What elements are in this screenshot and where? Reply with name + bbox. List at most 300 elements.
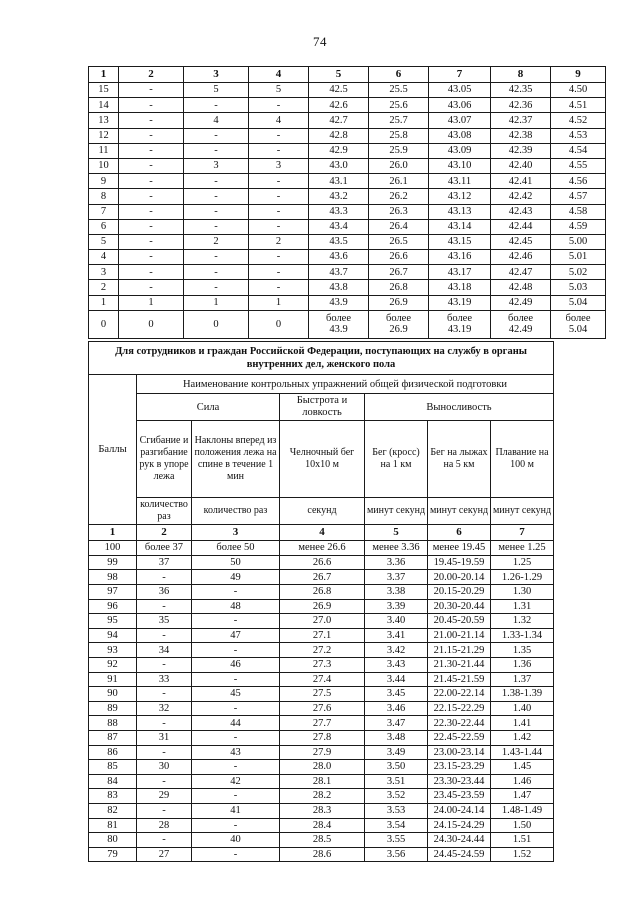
exercise-value-7: 1.38-1.39 <box>491 687 554 702</box>
table-row <box>89 672 554 687</box>
exercise-value-9: 5.02 <box>551 265 606 280</box>
exercise-value-8: 42.47 <box>491 265 551 280</box>
exercise-value-6: 22.15-22.29 <box>428 701 491 716</box>
table-row <box>89 280 606 295</box>
exercise-value-3: 46 <box>192 658 280 673</box>
exercise-value-7: 1.26-1.29 <box>491 570 554 585</box>
exercise-value-7: 1.51 <box>491 833 554 848</box>
exercise-value-8: 42.39 <box>491 143 551 158</box>
exercise-value-8: 42.37 <box>491 113 551 128</box>
exercise-value-3: 1 <box>184 295 249 310</box>
score-value: 8 <box>89 189 119 204</box>
column-number-2: 2 <box>119 67 184 83</box>
exercise-value-2: - <box>119 128 184 143</box>
exercise-value-8: 42.35 <box>491 83 551 98</box>
score-value: 12 <box>89 128 119 143</box>
exercise-value-2: 1 <box>119 295 184 310</box>
table-title: Для сотрудников и граждан Российской Федерации, поступающих на службу в органы внутренних дел, женского пола <box>89 342 554 375</box>
exercise-value-3: 2 <box>184 234 249 249</box>
exercise-value-6: 26.3 <box>369 204 429 219</box>
table-row <box>89 204 606 219</box>
exercise-value-8: 42.45 <box>491 234 551 249</box>
exercise-value-3: - <box>184 143 249 158</box>
table-row <box>89 658 554 673</box>
exercise-value-5: 43.7 <box>309 265 369 280</box>
exercise-value-5: 43.6 <box>309 250 369 265</box>
score-value: 14 <box>89 98 119 113</box>
exercise-value-2: 34 <box>137 643 192 658</box>
table-units-row <box>89 498 554 525</box>
exercise-value-2: - <box>137 833 192 848</box>
exercise-value-2: - <box>119 113 184 128</box>
exercise-value-3: - <box>192 701 280 716</box>
exercise-value-6: 26.8 <box>369 280 429 295</box>
units-header-1: количество раз <box>137 498 192 525</box>
exercise-value-2: 27 <box>137 847 192 862</box>
exercise-value-4: - <box>249 174 309 189</box>
exercise-value-6: 23.30-23.44 <box>428 774 491 789</box>
column-number-3: 3 <box>184 67 249 83</box>
exercise-value-6: 25.6 <box>369 98 429 113</box>
exercise-value-7: 1.47 <box>491 789 554 804</box>
exercise-value-7: 1.35 <box>491 643 554 658</box>
table-row <box>89 760 554 775</box>
score-value: 98 <box>89 570 137 585</box>
units-header-4: минут секунд <box>365 498 428 525</box>
category-speed-agility: Быстрота и ловкость <box>280 394 365 421</box>
exercise-value-5: 3.46 <box>365 701 428 716</box>
exercise-value-4: 27.0 <box>280 614 365 629</box>
exercise-value-5: 42.8 <box>309 128 369 143</box>
exercise-value-9: 4.57 <box>551 189 606 204</box>
exercise-value-5: 42.7 <box>309 113 369 128</box>
column-number-5: 5 <box>309 67 369 83</box>
score-value: 91 <box>89 672 137 687</box>
exercise-value-5: 3.41 <box>365 628 428 643</box>
table-row <box>89 614 554 629</box>
exercise-value-4: - <box>249 143 309 158</box>
exercise-value-4: - <box>249 219 309 234</box>
score-value: 90 <box>89 687 137 702</box>
column-number-1: 1 <box>89 525 137 541</box>
exercise-value-7: 43.12 <box>429 189 491 204</box>
score-value: 4 <box>89 250 119 265</box>
score-value: 89 <box>89 701 137 716</box>
exercise-value-2: - <box>119 265 184 280</box>
table-row <box>89 128 606 143</box>
exercise-value-6: более 26.9 <box>369 310 429 338</box>
exercise-value-5: 3.36 <box>365 555 428 570</box>
exercise-value-7: 1.37 <box>491 672 554 687</box>
exercise-value-2: 29 <box>137 789 192 804</box>
exercise-value-2: - <box>137 687 192 702</box>
exercise-header-1: Сгибание и разгибание рук в упоре лежа <box>137 421 192 498</box>
exercise-value-6: 24.45-24.59 <box>428 847 491 862</box>
exercise-value-6: 21.15-21.29 <box>428 643 491 658</box>
column-number-3: 3 <box>192 525 280 541</box>
table-row <box>89 643 554 658</box>
exercise-header-4: Бег (кросс) на 1 км <box>365 421 428 498</box>
table-row <box>89 83 606 98</box>
exercise-value-6: 22.30-22.44 <box>428 716 491 731</box>
exercise-value-5: 43.4 <box>309 219 369 234</box>
exercise-value-3: 47 <box>192 628 280 643</box>
exercise-value-7: более 43.19 <box>429 310 491 338</box>
exercise-value-4: 27.1 <box>280 628 365 643</box>
score-value: 15 <box>89 83 119 98</box>
table-row <box>89 143 606 158</box>
units-header-3: секунд <box>280 498 365 525</box>
exercise-value-2: - <box>119 250 184 265</box>
exercise-value-4: 5 <box>249 83 309 98</box>
table-row <box>89 113 606 128</box>
score-value: 82 <box>89 803 137 818</box>
exercise-value-5: 43.9 <box>309 295 369 310</box>
exercise-value-7: 1.30 <box>491 585 554 600</box>
exercise-value-6: 26.6 <box>369 250 429 265</box>
exercise-value-2: 36 <box>137 585 192 600</box>
exercise-value-5: 3.44 <box>365 672 428 687</box>
score-value: 84 <box>89 774 137 789</box>
exercise-value-8: 42.40 <box>491 158 551 173</box>
exercise-value-3: - <box>184 98 249 113</box>
exercise-value-8: 42.49 <box>491 295 551 310</box>
exercise-value-3: 43 <box>192 745 280 760</box>
exercise-value-4: 28.3 <box>280 803 365 818</box>
exercise-value-9: 4.56 <box>551 174 606 189</box>
exercise-value-6: 23.45-23.59 <box>428 789 491 804</box>
exercise-header-3: Челночный бег 10х10 м <box>280 421 365 498</box>
exercise-value-8: 42.46 <box>491 250 551 265</box>
exercise-value-8: 42.44 <box>491 219 551 234</box>
score-value: 94 <box>89 628 137 643</box>
exercise-value-6: 24.00-24.14 <box>428 803 491 818</box>
exercise-value-7: 1.33-1.34 <box>491 628 554 643</box>
table-row <box>89 789 554 804</box>
exercise-value-3: - <box>192 789 280 804</box>
exercise-value-4: - <box>249 128 309 143</box>
exercise-value-6: 19.45-19.59 <box>428 555 491 570</box>
exercise-value-2: 31 <box>137 730 192 745</box>
exercise-value-6: 25.5 <box>369 83 429 98</box>
exercise-value-5: 3.38 <box>365 585 428 600</box>
exercise-value-5: 3.55 <box>365 833 428 848</box>
table-exercise-row <box>89 421 554 498</box>
exercise-value-3: - <box>192 614 280 629</box>
score-value: 3 <box>89 265 119 280</box>
exercise-value-9: 5.01 <box>551 250 606 265</box>
exercise-value-2: - <box>119 158 184 173</box>
table-row <box>89 295 606 310</box>
exercise-value-4: - <box>249 189 309 204</box>
table-column-number-row <box>89 525 554 541</box>
exercise-value-9: более 5.04 <box>551 310 606 338</box>
exercise-value-5: 3.54 <box>365 818 428 833</box>
exercise-value-3: 44 <box>192 716 280 731</box>
exercise-value-7: 1.41 <box>491 716 554 731</box>
exercise-value-3: - <box>184 128 249 143</box>
exercise-value-2: - <box>119 98 184 113</box>
exercise-value-5: 43.2 <box>309 189 369 204</box>
exercise-value-3: 41 <box>192 803 280 818</box>
exercise-value-2: - <box>137 599 192 614</box>
exercise-value-6: 22.00-22.14 <box>428 687 491 702</box>
table-group-title-row <box>89 375 554 394</box>
table-row <box>89 833 554 848</box>
exercise-value-7: 1.36 <box>491 658 554 673</box>
scoring-table-lower <box>88 341 554 862</box>
exercise-value-2: 32 <box>137 701 192 716</box>
exercise-value-6: 26.7 <box>369 265 429 280</box>
exercise-value-3: - <box>192 730 280 745</box>
table-column-number-row <box>89 67 606 83</box>
table-row <box>89 570 554 585</box>
exercise-value-4: 27.2 <box>280 643 365 658</box>
exercise-value-5: 42.5 <box>309 83 369 98</box>
exercise-value-6: 23.15-23.29 <box>428 760 491 775</box>
exercise-header-5: Бег на лыжах на 5 км <box>428 421 491 498</box>
exercise-value-5: 42.6 <box>309 98 369 113</box>
table-row <box>89 219 606 234</box>
exercise-value-3: 5 <box>184 83 249 98</box>
exercise-value-3: - <box>192 847 280 862</box>
table-row <box>89 599 554 614</box>
exercise-value-6: 26.5 <box>369 234 429 249</box>
table-row <box>89 265 606 280</box>
score-value: 0 <box>89 310 119 338</box>
exercise-value-6: 22.45-22.59 <box>428 730 491 745</box>
score-value: 96 <box>89 599 137 614</box>
exercise-value-7: 1.31 <box>491 599 554 614</box>
table-category-row <box>89 394 554 421</box>
exercise-value-9: 4.55 <box>551 158 606 173</box>
exercise-value-9: 4.58 <box>551 204 606 219</box>
scoring-table-upper <box>88 66 606 339</box>
table-title-row <box>89 342 554 375</box>
exercise-value-4: 27.7 <box>280 716 365 731</box>
exercise-value-3: - <box>184 250 249 265</box>
exercise-value-6: 21.00-21.14 <box>428 628 491 643</box>
exercise-value-5: 43.5 <box>309 234 369 249</box>
exercise-value-8: 42.36 <box>491 98 551 113</box>
exercise-value-2: - <box>137 658 192 673</box>
exercise-value-2: - <box>119 189 184 204</box>
exercise-value-9: 4.54 <box>551 143 606 158</box>
exercise-value-3: - <box>192 585 280 600</box>
exercise-value-7: 1.50 <box>491 818 554 833</box>
exercise-value-6: 26.4 <box>369 219 429 234</box>
exercise-value-4: 27.9 <box>280 745 365 760</box>
exercise-value-4: 28.6 <box>280 847 365 862</box>
table-row <box>89 158 606 173</box>
units-header-2: количество раз <box>192 498 280 525</box>
score-value: 2 <box>89 280 119 295</box>
exercise-value-4: 27.5 <box>280 687 365 702</box>
score-value: 86 <box>89 745 137 760</box>
exercise-value-3: - <box>184 265 249 280</box>
table-row <box>89 310 606 338</box>
exercise-value-2: 28 <box>137 818 192 833</box>
exercise-value-2: более 37 <box>137 541 192 556</box>
exercise-value-9: 5.04 <box>551 295 606 310</box>
score-value: 80 <box>89 833 137 848</box>
exercise-value-7: 43.13 <box>429 204 491 219</box>
exercise-value-7: 1.42 <box>491 730 554 745</box>
exercise-value-5: 3.39 <box>365 599 428 614</box>
exercise-value-9: 5.03 <box>551 280 606 295</box>
exercise-value-2: 0 <box>119 310 184 338</box>
exercise-value-5: 3.56 <box>365 847 428 862</box>
exercise-value-6: 24.15-24.29 <box>428 818 491 833</box>
exercise-value-2: - <box>119 143 184 158</box>
exercise-value-3: 49 <box>192 570 280 585</box>
exercise-value-3: 48 <box>192 599 280 614</box>
table-row <box>89 687 554 702</box>
exercise-value-2: - <box>137 774 192 789</box>
units-header-6: минут секунд <box>491 498 554 525</box>
category-strength: Сила <box>137 394 280 421</box>
column-number-6: 6 <box>369 67 429 83</box>
exercise-value-3: более 50 <box>192 541 280 556</box>
exercises-group-header: Наименование контрольных упражнений общей физической подготовки <box>137 375 554 394</box>
exercise-value-5: 3.37 <box>365 570 428 585</box>
exercise-value-7: 43.07 <box>429 113 491 128</box>
exercise-value-6: 20.15-20.29 <box>428 585 491 600</box>
score-value: 79 <box>89 847 137 862</box>
exercise-value-4: 26.9 <box>280 599 365 614</box>
score-value: 97 <box>89 585 137 600</box>
exercise-value-4: 4 <box>249 113 309 128</box>
exercise-value-3: - <box>192 760 280 775</box>
exercise-value-7: 43.14 <box>429 219 491 234</box>
column-number-1: 1 <box>89 67 119 83</box>
exercise-value-6: 26.1 <box>369 174 429 189</box>
exercise-value-5: 43.3 <box>309 204 369 219</box>
table-row <box>89 803 554 818</box>
score-value: 9 <box>89 174 119 189</box>
exercise-value-5: 42.9 <box>309 143 369 158</box>
exercise-value-6: 26.0 <box>369 158 429 173</box>
exercise-value-4: 3 <box>249 158 309 173</box>
exercise-value-2: - <box>137 570 192 585</box>
table-row <box>89 174 606 189</box>
exercise-value-7: 1.52 <box>491 847 554 862</box>
exercise-value-4: 27.4 <box>280 672 365 687</box>
units-header-5: минут секунд <box>428 498 491 525</box>
exercise-value-7: 43.11 <box>429 174 491 189</box>
table-row <box>89 98 606 113</box>
score-value: 99 <box>89 555 137 570</box>
column-number-7: 7 <box>429 67 491 83</box>
exercise-value-5: 3.53 <box>365 803 428 818</box>
score-value: 92 <box>89 658 137 673</box>
exercise-value-7: 1.40 <box>491 701 554 716</box>
exercise-value-8: более 42.49 <box>491 310 551 338</box>
exercise-value-3: - <box>184 174 249 189</box>
exercise-value-4: - <box>249 280 309 295</box>
exercise-value-7: 43.19 <box>429 295 491 310</box>
exercise-value-3: - <box>184 280 249 295</box>
table-row <box>89 745 554 760</box>
exercise-value-9: 4.51 <box>551 98 606 113</box>
table-row <box>89 585 554 600</box>
exercise-value-8: 42.42 <box>491 189 551 204</box>
exercise-value-2: - <box>119 234 184 249</box>
exercise-value-2: 35 <box>137 614 192 629</box>
table-row <box>89 730 554 745</box>
exercise-value-4: 1 <box>249 295 309 310</box>
exercise-value-5: 43.1 <box>309 174 369 189</box>
exercise-value-7: 1.46 <box>491 774 554 789</box>
exercise-value-2: - <box>119 204 184 219</box>
exercise-value-2: 33 <box>137 672 192 687</box>
exercise-value-8: 42.48 <box>491 280 551 295</box>
column-number-7: 7 <box>491 525 554 541</box>
score-value: 83 <box>89 789 137 804</box>
exercise-value-7: 43.16 <box>429 250 491 265</box>
exercise-value-5: более 43.9 <box>309 310 369 338</box>
score-value: 1 <box>89 295 119 310</box>
exercise-value-5: 43.8 <box>309 280 369 295</box>
exercise-value-6: 20.30-20.44 <box>428 599 491 614</box>
score-value: 88 <box>89 716 137 731</box>
exercise-value-9: 4.53 <box>551 128 606 143</box>
exercise-value-7: 1.45 <box>491 760 554 775</box>
score-value: 95 <box>89 614 137 629</box>
exercise-value-5: 3.45 <box>365 687 428 702</box>
score-value: 11 <box>89 143 119 158</box>
exercise-value-5: 3.42 <box>365 643 428 658</box>
exercise-value-2: 37 <box>137 555 192 570</box>
exercise-value-2: - <box>119 83 184 98</box>
exercise-value-7: 43.06 <box>429 98 491 113</box>
exercise-value-2: - <box>119 174 184 189</box>
score-value: 5 <box>89 234 119 249</box>
exercise-value-2: - <box>119 280 184 295</box>
table-row <box>89 701 554 716</box>
exercise-value-5: 43.0 <box>309 158 369 173</box>
exercise-value-7: 1.32 <box>491 614 554 629</box>
exercise-value-6: 20.00-20.14 <box>428 570 491 585</box>
exercise-value-3: 3 <box>184 158 249 173</box>
exercise-header-6: Плавание на 100 м <box>491 421 554 498</box>
exercise-value-4: 26.7 <box>280 570 365 585</box>
exercise-value-4: 27.8 <box>280 730 365 745</box>
score-value: 93 <box>89 643 137 658</box>
exercise-value-7: 43.15 <box>429 234 491 249</box>
exercise-value-5: 3.50 <box>365 760 428 775</box>
exercise-value-2: - <box>137 628 192 643</box>
exercise-value-4: 27.3 <box>280 658 365 673</box>
exercise-value-7: 43.18 <box>429 280 491 295</box>
exercise-value-6: 24.30-24.44 <box>428 833 491 848</box>
column-number-4: 4 <box>249 67 309 83</box>
exercise-value-5: менее 3.36 <box>365 541 428 556</box>
exercise-value-3: - <box>192 818 280 833</box>
exercise-value-3: - <box>192 672 280 687</box>
exercise-value-5: 3.43 <box>365 658 428 673</box>
exercise-value-2: 30 <box>137 760 192 775</box>
page-number: 74 <box>313 34 327 49</box>
exercise-value-4: 26.6 <box>280 555 365 570</box>
exercise-value-7: 1.25 <box>491 555 554 570</box>
score-value: 81 <box>89 818 137 833</box>
exercise-value-7: 43.09 <box>429 143 491 158</box>
table-row <box>89 847 554 862</box>
exercise-value-6: 21.30-21.44 <box>428 658 491 673</box>
exercise-value-4: - <box>249 265 309 280</box>
exercise-value-9: 4.50 <box>551 83 606 98</box>
